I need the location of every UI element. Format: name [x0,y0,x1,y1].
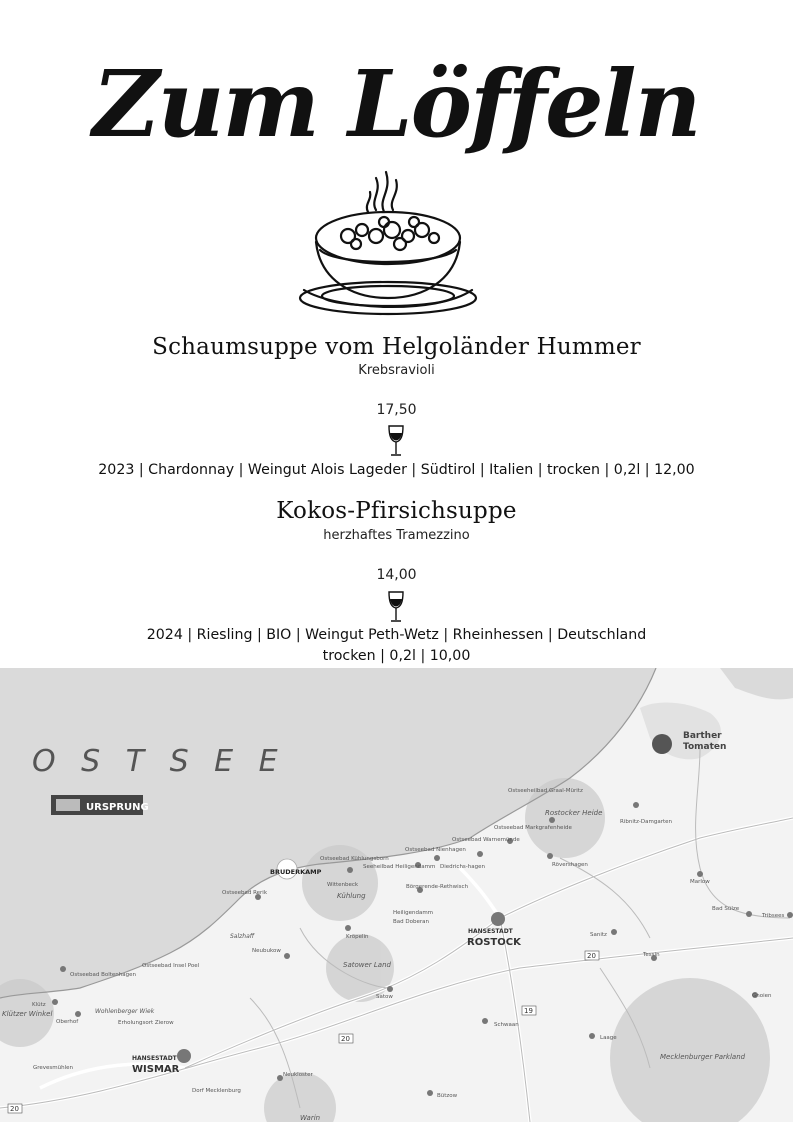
region-map [0,668,793,1122]
wismar-label-1: HANSESTADT [132,1055,177,1062]
place-label: Ribnitz-Damgarten [620,819,672,825]
place-label: Tessin [643,952,660,958]
place-label: Börgerende-Rethwisch [406,884,469,890]
place-label: Seeheilbad Heiligendamm [363,864,436,870]
place-label: Bad Sülze [712,906,740,912]
road-label: 19 [524,1007,533,1015]
sea-label: O S T S E E [32,744,286,779]
place-label: Ostseebad Boltenhagen [70,972,136,978]
place-label: Oberhof [56,1019,79,1025]
place-label: Salzhaff [230,933,255,940]
place-label: Ostseebad Markgrafenheide [494,825,572,831]
place-label: Satow [376,994,393,1000]
place-label: Heiligendamm [393,910,434,916]
dish-name: Kokos-Pfirsichsuppe [276,498,517,524]
place-label: Bad Doberan [393,919,429,925]
wine-pairing: 2023 | Chardonnay | Weingut Alois Lageder | Südtirol | Italien | trocken | 0,2l | 12,00 [98,462,695,478]
wismar-label-2: WISMAR [132,1064,180,1075]
place-label: Schwaan [494,1022,519,1028]
place-label: Neubukow [252,948,281,954]
place-label: Kröpelin [346,934,369,940]
place-label: Wittenbeck [327,882,359,888]
bruderkamp-text: BRUDERKAMP [270,868,322,876]
place-label: Ostseebad Kühlungsborn [320,856,389,862]
place-label: Grevesmühlen [33,1065,74,1071]
place-label: Erholungsort Zierow [118,1020,174,1026]
place-label: Bützow [437,1093,458,1099]
road-label: 20 [587,952,596,960]
place-label: Marlow [690,879,710,885]
place-label: Sanitz [590,932,607,938]
place-label: Laage [600,1035,617,1041]
dish-subtitle: Krebsravioli [358,363,435,378]
place-label: Mecklenburger Parkland [660,1053,746,1061]
place-label: Ostseebad Warnemünde [452,837,520,843]
dish-subtitle: herzhaftes Tramezzino [323,528,470,543]
place-label: Klützer Winkel [2,1010,53,1018]
place-label: Neukloster [283,1072,313,1078]
place-label: Rostocker Heide [545,809,603,817]
restaurant-title-logo [0,38,793,168]
tomato-icon [652,734,672,754]
dish-price: 17,50 [376,402,417,418]
soup-bowl-icon [296,170,478,320]
barther-text-1: Barther [683,731,722,741]
rostock-label-2: ROSTOCK [467,937,521,948]
wine-glass-icon [386,590,406,624]
title-text: Zum Löffeln [92,50,700,158]
place-label: Diedrichs-hagen [440,864,486,870]
ursprung-text: URSPRUNG [86,802,149,813]
rostock-label-1: HANSESTADT [468,928,513,935]
place-label: Kühlung [337,892,366,900]
place-label: Dorf Mecklenburg [192,1088,241,1094]
dish-price: 14,00 [376,567,417,583]
place-label: Ostseeheilbad Graal-Müritz [508,788,583,794]
place-label: Warin [300,1114,321,1122]
place-label: Klütz [32,1002,46,1008]
place-label: Satower Land [343,961,391,969]
dish-name: Schaumsuppe vom Helgoländer Hummer [152,334,641,360]
place-label: Wohlenberger Wiek [95,1008,155,1015]
wine-pairing-line2: trocken | 0,2l | 10,00 [322,648,471,664]
barther-text-2: Tomaten [683,742,727,752]
place-label: Ostseebad Nienhagen [405,847,466,853]
place-label: Ostseebad Rerik [222,890,268,896]
place-label: Ostseebad Insel Poel [142,963,200,969]
place-label: Rövershagen [552,862,588,868]
wine-glass-icon [386,424,406,458]
place-label: Gnoien [752,993,772,999]
wine-pairing-line1: 2024 | Riesling | BIO | Weingut Peth-Wetz | Rheinhessen | Deutschland [146,627,647,643]
place-label: Tribsees [762,913,785,919]
road-label: 20 [10,1105,19,1113]
road-label: 20 [341,1035,350,1043]
